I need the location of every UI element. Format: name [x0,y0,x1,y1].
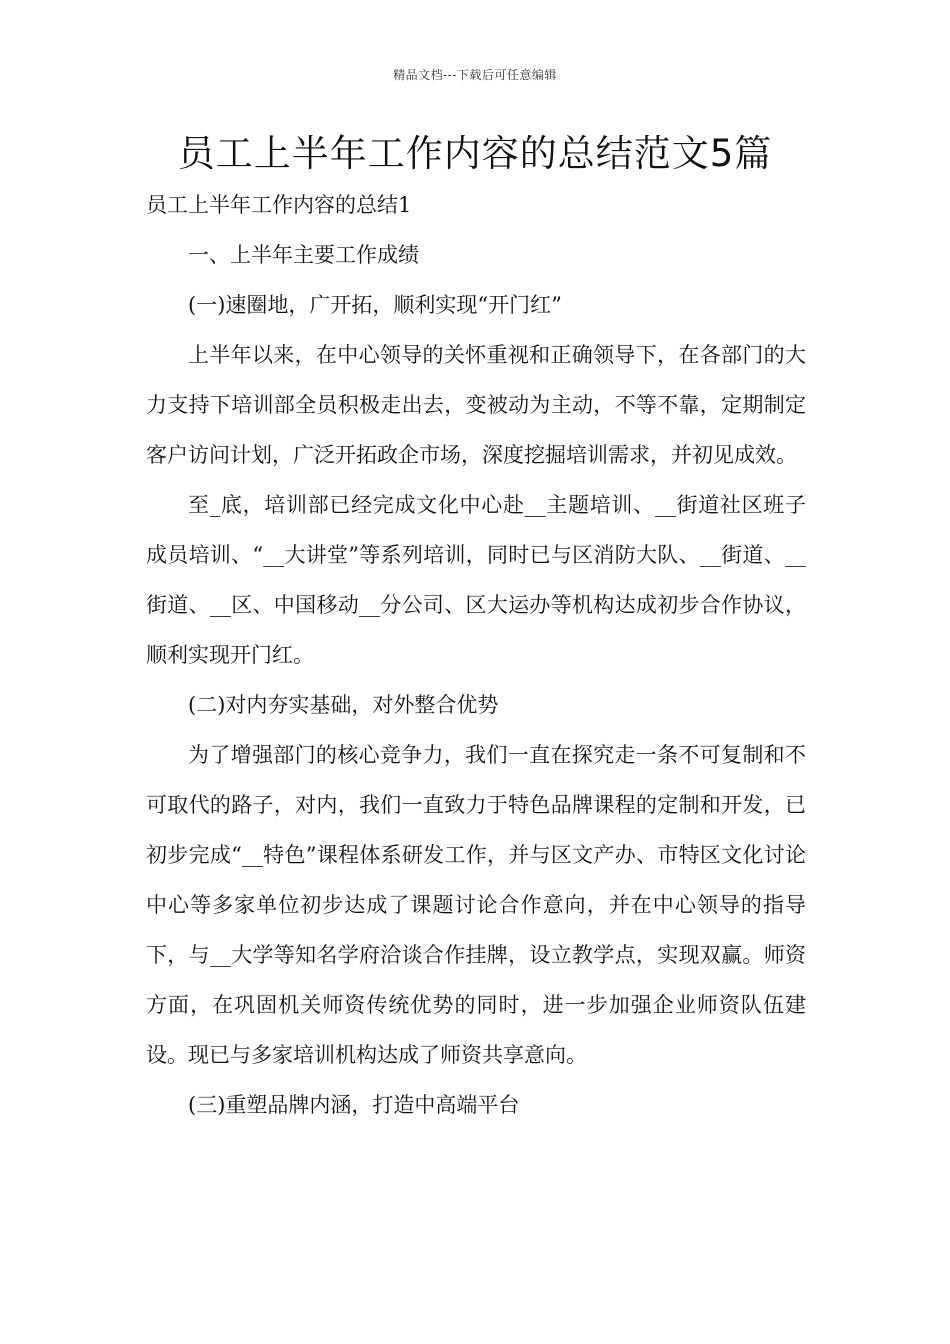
subsection-heading-2: (二)对内夯实基础，对外整合优势 [188,693,499,717]
subsection-heading-3: (三)重塑品牌内涵，打造中高端平台 [188,1093,520,1117]
paragraph-3: 为了增强部门的核心竞争力，我们一直在探究走一条不可复制和不可取代的路子，对内，我们一直致力于特色品牌课程的定制和开发，已初步完成“__特色”课程体系研发工作，并与区文产办、市特区文化讨论中心等多家单位初步达成了课题讨论合作意向，并在中心领导的指导下，与__大学等知名学府洽谈合作挂牌，设立教学点，实现双赢。师资方面，在巩固机关师资传统优势的同时，进一步加强企业师资队伍建设。现已与多家培训机构达成了师资共享意向。 [146,743,806,1067]
document-title: 员工上半年工作内容的总结范文5篇 [177,132,773,175]
paragraph-1: 上半年以来，在中心领导的关怀重视和正确领导下，在各部门的大力支持下培训部全员积极走出去，变被动为主动，不等不靠，定期制定客户访问计划，广泛开拓政企市场，深度挖掘培训需求，并初见成效。 [146,343,806,467]
header-note: 精品文档---下载后可任意编辑 [393,68,557,82]
document-body [146,180,806,1130]
section-heading: 一、上半年主要工作成绩 [188,243,419,267]
paragraph-2: 至_底，培训部已经完成文化中心赴__主题培训、__街道社区班子成员培训、“__大讲堂”等系列培训，同时已与区消防大队、__街道、__街道、__区、中国移动__分公司、区大运办等机构达成初步合作协议，顺利实现开门红。 [146,493,806,667]
subsection-heading-1: (一)速圈地，广开拓，顺利实现“开门红” [188,293,562,317]
section-subtitle: 员工上半年工作内容的总结1 [146,193,412,217]
